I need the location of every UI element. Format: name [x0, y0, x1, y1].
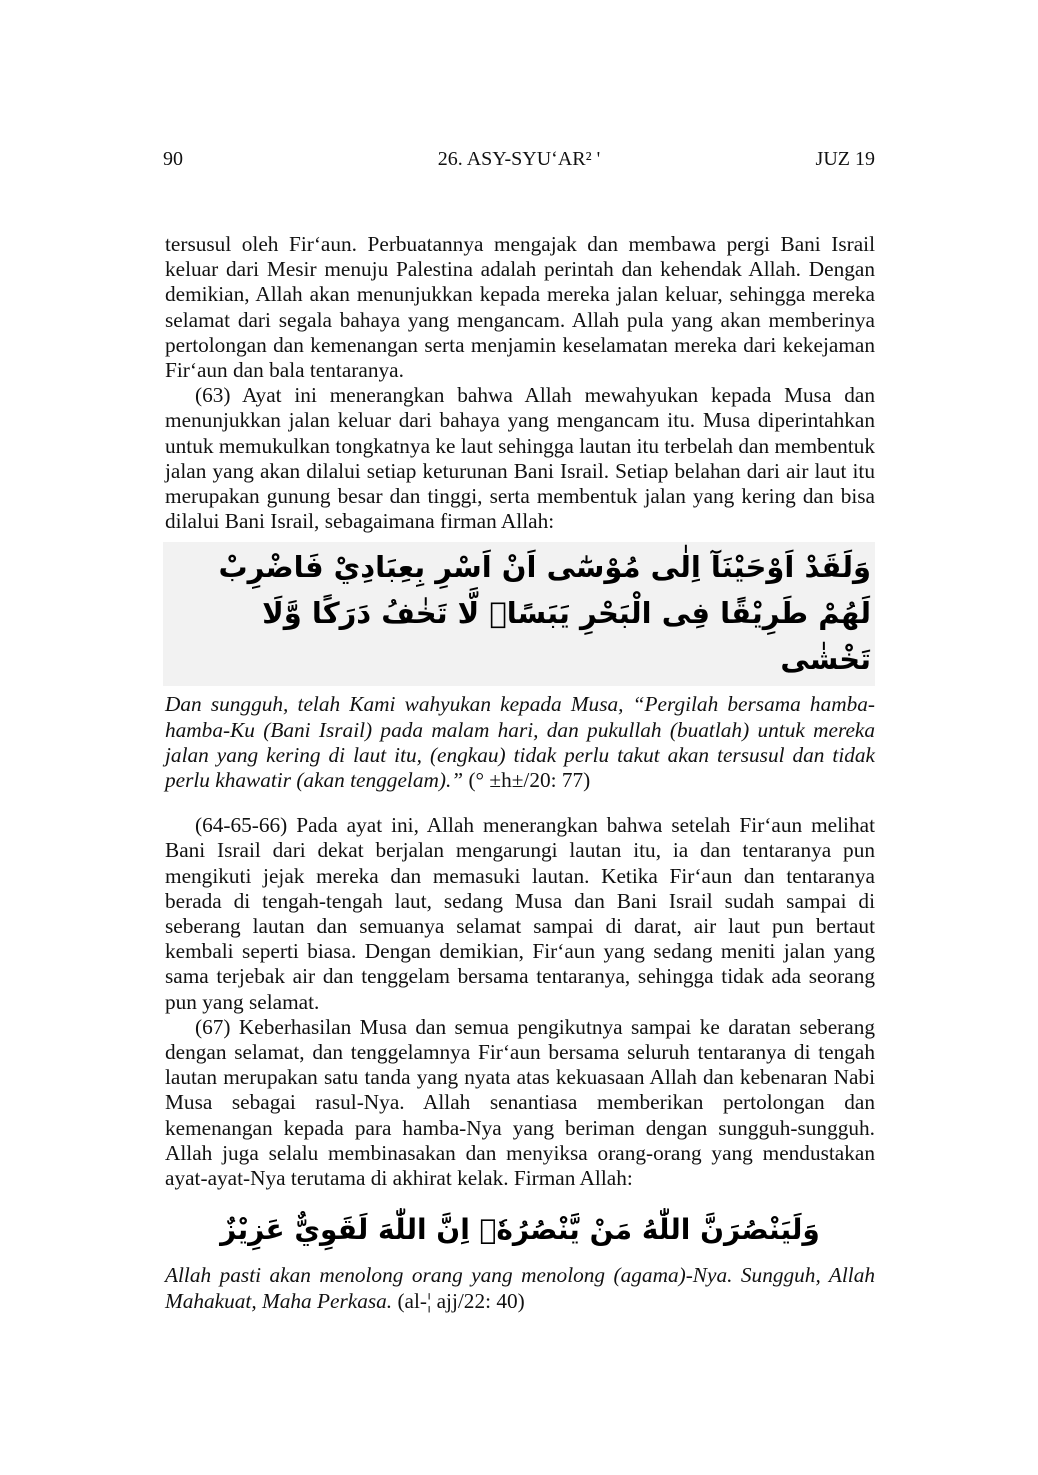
verse-translation-taha-77: [165, 692, 875, 793]
paragraph-64-66: (64-65-66) Pada ayat ini, Allah menerangkan bahwa setelah Fir‘aun melihat Bani Israil dari dekat berjalan mengarungi lautan itu, ia dan tentaranya pun mengikuti jejak mereka dan memasuki lautan. Ketika Fir‘aun dan tentaranya berada di tengah-tengah laut, sedang Musa dan Bani Israil sudah sampai di seberang lautan dan semuanya selamat sampai di darat, air laut pun bertaut kembali seperti biasa. Dengan demikian, Fir‘aun yang sedang meniti jalan yang sama terjebak air dan tenggelam bersama tentaranya, sehingga tidak ada seorang pun yang selamat.: [165, 813, 875, 1014]
verse-reference: (al-¦ ajj/22: 40): [397, 1288, 525, 1313]
surah-title: 26. ASY-SYU‘AR² ': [437, 148, 601, 170]
juz-label: JUZ 19: [815, 148, 875, 170]
paragraph-1: tersusul oleh Fir‘aun. Perbuatannya mengajak dan membawa pergi Bani Israil keluar dari Mesir menuju Palestina adalah perintah dan kehendak Allah. Dengan demikian, Allah akan menunjukkan kepada mereka jalan keluar, sehingga mereka selamat dari segala bahaya yang mengancam. Allah pula yang akan memberinya pertolongan dan kemenangan serta menjamin keselamatan mereka dari kekejaman Fir‘aun dan bala tentaranya.: [165, 232, 875, 383]
page-body: [165, 232, 875, 1314]
verse-translation-hajj-40: [165, 1263, 875, 1313]
paragraph-63: (63) Ayat ini menerangkan bahwa Allah mewahyukan kepada Musa dan menunjukkan jalan keluar dari bahaya yang mengancam itu. Musa diperintahkan untuk memukulkan tongkatnya ke laut sehingga lautan itu terbelah dan membentuk jalan yang akan dilalui setiap keturunan Bani Israil. Setiap belahan dari air laut itu merupakan gunung besar dan tinggi, serta membentuk jalan yang kering dan bisa dilalui Bani Israil, sebagaimana firman Allah:: [165, 383, 875, 534]
page-number: 90: [163, 148, 183, 170]
page-header: [163, 144, 875, 174]
section-spacer: [165, 793, 875, 813]
paragraph-67: (67) Keberhasilan Musa dan semua pengikutnya sampai ke daratan seberang dengan selamat, dan tenggelamnya Fir‘aun bersama seluruh tentaranya di tengah lautan merupakan satu tanda yang nyata atas kekuasaan Allah dan kebenaran Nabi Musa sebagai rasul-Nya. Allah senantiasa memberikan pertolongan dan kemenangan kepada para hamba-Nya yang beriman dengan sungguh-sungguh. Allah juga selalu membinasakan dan menyiksa orang-orang yang mendustakan ayat-ayat-Nya terutama di akhirat kelak. Firman Allah:: [165, 1014, 875, 1191]
translation-text: Allah pasti akan menolong orang yang menolong (agama)-Nya. Sungguh, Allah Mahakuat, Maha Perkasa.: [165, 1263, 875, 1313]
translation-text: Dan sungguh, telah Kami wahyukan kepada Musa, “Pergilah bersama hamba-hamba-Ku (Bani Israil) pada malam hari, dan pukullah (buatlah) untuk mereka jalan yang kering di laut itu, (engkau) tidak perlu takut akan tersusul dan tidak perlu khawatir (akan tenggelam).”: [165, 692, 875, 793]
arabic-verse-hajj-40: وَلَيَنْصُرَنَّ اللّٰهُ مَنْ يَّنْصُرُهٗۗ اِنَّ اللّٰهَ لَقَوِيٌّ عَزِيْزٌ: [220, 1213, 820, 1247]
arabic-verse-taha-77: وَلَقَدْ اَوْحَيْنَآ اِلٰى مُوْسٰٓى اَنْ اَسْرِ بِعِبَادِيْ فَاضْرِبْ لَهُمْ طَرِيْقًا فِى الْبَحْرِ يَبَسًاۙ لَّا تَخٰفُ دَرَكًا وَّلَا تَخْشٰى: [163, 542, 875, 686]
verse-reference: (° ±h±/20: 77): [468, 768, 591, 793]
